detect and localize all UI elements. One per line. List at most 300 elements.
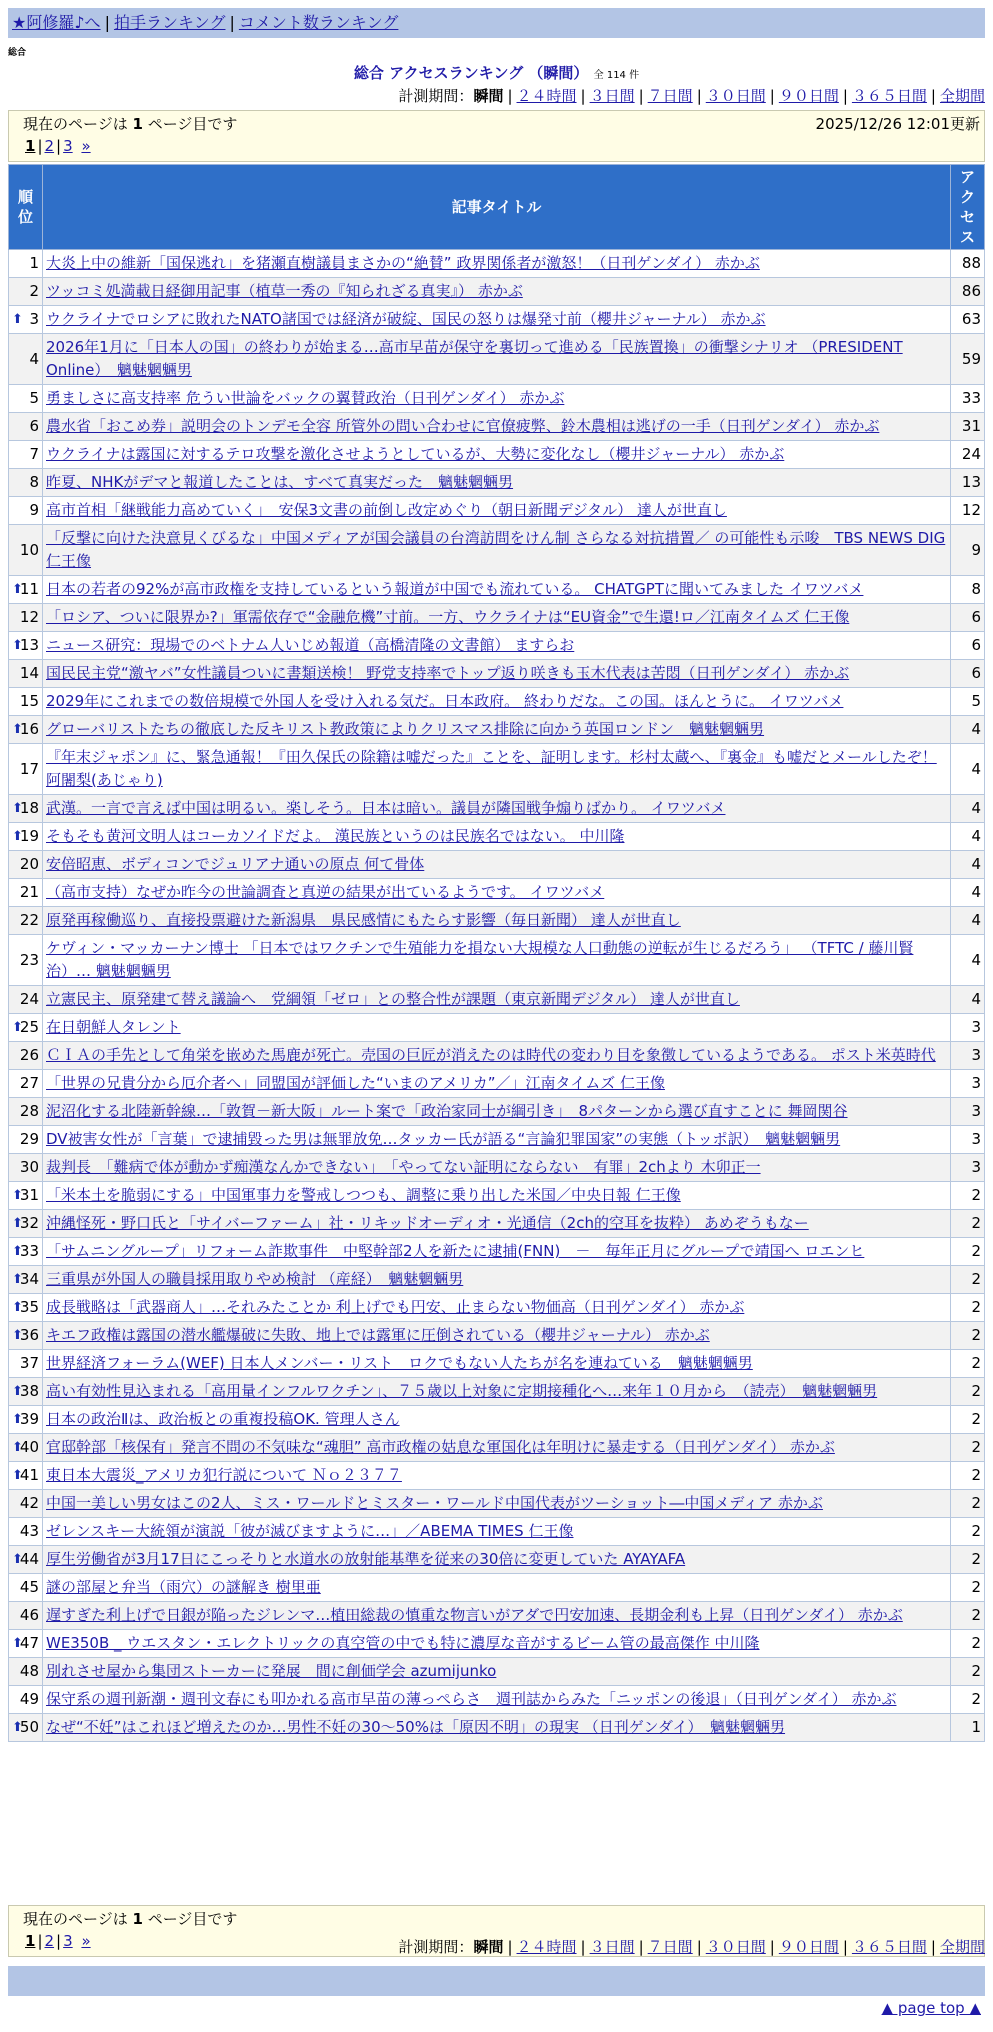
title-cell [43, 744, 951, 795]
article-title-link[interactable]: WE350B _ ウエスタン・エレクトリックの真空管の中でも特に濃厚な音がするビーム管の最高傑作 中川隆 [46, 1634, 760, 1652]
up-arrow-icon: ⬆ [12, 722, 23, 737]
table-row [9, 632, 985, 660]
rank-cell [9, 278, 43, 306]
rank-number: 4 [29, 349, 39, 368]
rank-cell [9, 306, 43, 334]
title-cell [43, 1518, 951, 1546]
up-arrow-icon: ⬆ [12, 1720, 23, 1735]
article-title-link[interactable]: ＣＩＡの手先として角栄を嵌めた馬鹿が死亡。売国の巨匠が消えたのは時代の変わり目を象徴しているようである。 ポスト米英時代 [46, 1046, 936, 1064]
rank-cell [9, 986, 43, 1014]
period-separator: | [696, 87, 702, 105]
updated-timestamp: 2025/12/26 12:01更新 [815, 115, 980, 133]
article-title-link[interactable]: 謎の部屋と弁当（雨穴）の謎解き 樹里亜 [46, 1578, 321, 1596]
title-cell [43, 306, 951, 334]
footer-bar [8, 1966, 985, 1996]
title-cell [43, 1042, 951, 1070]
pagination [23, 135, 970, 157]
up-arrow-icon: ⬆ [12, 1020, 23, 1035]
period-option-link[interactable]: ２４時間 [516, 87, 577, 105]
up-arrow-icon: ⬆ [12, 1244, 23, 1259]
period-separator: | [842, 87, 848, 105]
title-cell [43, 1406, 951, 1434]
rank-cell [9, 1350, 43, 1378]
period-option-link[interactable]: ３０日間 [705, 87, 766, 105]
nav-separator: | [104, 13, 110, 32]
article-title-link[interactable]: 泥沼化する北陸新幹線…「敦賀－新大阪」ルート案で「政治家同士が綱引き」 8パターンから選び直すことに 舞岡関谷 [46, 1102, 848, 1120]
rank-cell [9, 1042, 43, 1070]
access-count: 4 [951, 907, 985, 935]
table-row [9, 1546, 985, 1574]
table-row [9, 986, 985, 1014]
article-title-link[interactable]: 「反撃に向けた決意見くびるな」中国メディアが国会議員の台湾訪問をけん制 さらなる対抗措置／ の可能性も示唆 TBS NEWS DIG 仁王像 [46, 529, 946, 570]
article-title-link[interactable]: 日本の政治Ⅱは、政治板との重複投稿OK. 管理人さん [46, 1410, 400, 1428]
pager-next-link[interactable]: » [81, 1932, 91, 1950]
rank-number: 1 [29, 254, 39, 272]
rank-cell [9, 660, 43, 688]
rank-cell [9, 1266, 43, 1294]
article-title-link[interactable]: 別れさせ屋から集団ストーカーに発展 間に創価学会 azumijunko [46, 1662, 497, 1680]
period-separator: | [638, 87, 644, 105]
article-title-link[interactable]: 大炎上中の維新「国保逃れ」を猪瀬直樹議員まさかの“絶賛” 政界関係者が激怒！（日刊ゲンダイ） 赤かぶ [46, 254, 760, 272]
rank-number: 21 [19, 883, 39, 901]
rank-cell [9, 1182, 43, 1210]
rank-number: 47 [19, 1634, 39, 1652]
up-arrow-icon: ⬆ [12, 1412, 23, 1427]
access-count: 9 [951, 525, 985, 576]
table-row [9, 1602, 985, 1630]
article-title-link[interactable]: グローバリストたちの徹底した反キリスト教政策によりクリスマス排除に向かう英国ロンドン 魑魅魍魎男 [46, 720, 765, 738]
article-title-link[interactable]: 2029年にこれまでの数倍規模で外国人を受け入れる気だ。日本政府。 終わりだな。この国。ほんとうに。 イワツバメ [46, 692, 844, 710]
access-count: 59 [951, 334, 985, 385]
table-row [9, 1658, 985, 1686]
rank-cell [9, 907, 43, 935]
table-row [9, 1070, 985, 1098]
table-row [9, 1294, 985, 1322]
up-arrow-icon: ⬆ [12, 801, 23, 816]
title-cell [43, 660, 951, 688]
title-cell [43, 576, 951, 604]
comment-ranking-link[interactable]: コメント数ランキング [238, 13, 399, 32]
up-arrow-icon: ⬆ [12, 638, 23, 653]
table-row [9, 1322, 985, 1350]
rank-number: 41 [19, 1466, 39, 1484]
rank-number: 17 [19, 759, 39, 778]
access-count: 2 [951, 1322, 985, 1350]
article-title-link[interactable]: 原発再稼働巡り、直接投票避けた新潟県 県民感情にもたらす影響（毎日新聞） 達人が世直し [46, 911, 681, 929]
rank-number: 35 [19, 1298, 39, 1316]
up-arrow-icon: ⬆ [12, 582, 23, 597]
rank-number: 33 [19, 1242, 39, 1260]
article-title-link[interactable]: 「米本土を脆弱にする」中国軍事力を警戒しつつも、調整に乗り出した米国／中央日報 仁王像 [46, 1186, 681, 1204]
title-cell [43, 907, 951, 935]
nav-separator: | [229, 13, 235, 32]
access-count: 12 [951, 497, 985, 525]
table-row [9, 385, 985, 413]
home-link[interactable]: ★阿修羅♪へ [12, 13, 101, 32]
title-cell [43, 1350, 951, 1378]
access-count: 2 [951, 1378, 985, 1406]
article-title-link[interactable]: （高市支持）なぜか昨今の世論調査と真逆の結果が出ているようです。 イワツバメ [46, 883, 605, 901]
rank-number: 14 [19, 664, 39, 682]
period-label: 計測期間： [398, 1938, 474, 1956]
table-row [9, 907, 985, 935]
article-title-link[interactable]: 官邸幹部「核保有」発言不問の不気味な“魂胆” 高市政権の姑息な軍国化は年明けに暴走する（日刊ゲンダイ） 赤かぶ [46, 1438, 835, 1456]
rank-cell [9, 1322, 43, 1350]
pager-page-link[interactable]: 3 [63, 1932, 73, 1950]
article-title-link[interactable]: そもそも黄河文明人はコーカソイドだよ。 漢民族というのは民族名ではない。 中川隆 [46, 827, 625, 845]
rank-cell [9, 1238, 43, 1266]
period-option-link[interactable]: ３６５日間 [851, 87, 927, 105]
title-cell [43, 604, 951, 632]
title-cell [43, 1546, 951, 1574]
table-row [9, 1462, 985, 1490]
title-cell [43, 525, 951, 576]
rank-number: 45 [19, 1578, 39, 1596]
rank-cell [9, 576, 43, 604]
title-cell [43, 1434, 951, 1462]
access-count: 6 [951, 660, 985, 688]
access-count: 13 [951, 469, 985, 497]
page-prefix: 現在のページは [23, 1910, 128, 1928]
table-row [9, 306, 985, 334]
table-row [9, 851, 985, 879]
rank-number: 25 [19, 1018, 39, 1036]
rank-cell [9, 935, 43, 986]
article-title-link[interactable]: 中国一美しい男女はこの2人、ミス・ワールドとミスター・ワールド中国代表がツーショット―中国メディア 赤かぶ [46, 1494, 823, 1512]
period-selector-top [398, 85, 985, 106]
table-row [9, 1630, 985, 1658]
access-count: 4 [951, 823, 985, 851]
period-option-link[interactable]: ９０日間 [778, 87, 839, 105]
article-title-link[interactable]: ゼレンスキー大統領が演説「彼が滅びますように…」／ABEMA TIMES 仁王像 [46, 1522, 574, 1540]
article-title-link[interactable]: 立憲民主、原発建て替え議論へ 党綱領「ゼロ」との整合性が課題（東京新聞デジタル） 達人が世直し [46, 990, 740, 1008]
table-row [9, 660, 985, 688]
article-title-link[interactable]: 2026年1月に「日本人の国」の終わりが始まる…高市早苗が保守を裏切って進める「民族置換」の衝撃シナリオ （PRESIDENT Online） 魑魅魍魎男 [46, 338, 903, 379]
rank-cell [9, 441, 43, 469]
period-option-link[interactable]: ３日間 [589, 1938, 635, 1956]
up-arrow-icon: ⬆ [12, 1636, 23, 1651]
access-count: 6 [951, 604, 985, 632]
table-row [9, 1042, 985, 1070]
rank-number: 36 [19, 1326, 39, 1344]
article-title-link[interactable]: DV被害女性が「言葉」で逮捕毀った男は無罪放免…タッカー氏が語る“言論犯罪国家”の実態（トッポ訳） 魑魅魍魎男 [46, 1130, 841, 1148]
article-title-link[interactable]: 東日本大震災_アメリカ犯行説について Ｎｏ２３７７ [46, 1466, 402, 1484]
table-row [9, 441, 985, 469]
page-top-link[interactable]: ▲ page top ▲ [881, 1999, 981, 2017]
rank-number: 44 [19, 1550, 39, 1568]
title-cell [43, 716, 951, 744]
col-header-title: 記事タイトル [43, 165, 951, 250]
article-title-link[interactable]: 安倍昭恵、ボディコンでジュリアナ通いの原点 何て骨体 [46, 855, 425, 873]
title-cell [43, 795, 951, 823]
period-separator: | [507, 1938, 513, 1956]
rank-cell [9, 1630, 43, 1658]
title-cell [43, 497, 951, 525]
title-cell [43, 1126, 951, 1154]
period-option-link[interactable]: ２４時間 [516, 1938, 577, 1956]
access-count: 6 [951, 632, 985, 660]
rank-number: 27 [19, 1074, 39, 1092]
up-arrow-icon: ⬆ [12, 1384, 23, 1399]
period-separator: | [930, 87, 936, 105]
article-title-link[interactable]: キエフ政権は露国の潜水艦爆破に失敗、地上では露軍に圧倒されている（櫻井ジャーナル） 赤かぶ [46, 1326, 710, 1344]
pager-current-page: 1 [25, 137, 36, 155]
access-count: 5 [951, 688, 985, 716]
access-count: 2 [951, 1518, 985, 1546]
access-count: 2 [951, 1238, 985, 1266]
title-cell [43, 986, 951, 1014]
up-arrow-icon: ⬆ [12, 1440, 23, 1455]
up-arrow-icon: ⬆ [12, 1188, 23, 1203]
article-title-link[interactable]: 世界経済フォーラム(WEF) 日本人メンバー・リスト ロクでもない人たちが名を連ねている 魑魅魍魎男 [46, 1354, 753, 1372]
article-title-link[interactable]: 昨夏、NHKがデマと報道したことは、すべて真実だった 魑魅魍魎男 [46, 473, 514, 491]
access-count: 86 [951, 278, 985, 306]
rank-cell [9, 851, 43, 879]
article-title-link[interactable]: ケヴィン・マッカーナン博士 「日本ではワクチンで生殖能力を損ない大規模な人口動態の逆転が生じるだろう」 （TFTC / 藤川賢治）… 魑魅魍魎男 [46, 939, 914, 980]
article-title-link[interactable]: 日本の若者の92%が高市政権を支持しているという報道が中国でも流れている。 CHATGPTに聞いてみました イワツバメ [46, 580, 864, 598]
title-cell [43, 1686, 951, 1714]
rank-cell [9, 1714, 43, 1742]
table-row [9, 1182, 985, 1210]
access-count: 31 [951, 413, 985, 441]
period-separator: | [769, 87, 775, 105]
ranking-table [8, 164, 985, 1742]
article-title-link[interactable]: 遅すぎた利上げで日銀が陥ったジレンマ…植田総裁の慎重な物言いがアダで円安加速、長期金利も上昇（日刊ゲンダイ） 赤かぶ [46, 1606, 903, 1624]
access-count: 8 [951, 576, 985, 604]
up-arrow-icon: ⬆ [12, 1468, 23, 1483]
table-row [9, 744, 985, 795]
table-row [9, 497, 985, 525]
access-count: 2 [951, 1266, 985, 1294]
rank-cell [9, 716, 43, 744]
pager-next-link[interactable]: » [81, 137, 91, 155]
rank-cell [9, 879, 43, 907]
title-cell [43, 1490, 951, 1518]
period-option-link[interactable]: ３日間 [589, 87, 635, 105]
pager-page-link[interactable]: 2 [44, 137, 55, 155]
title-cell [43, 385, 951, 413]
access-count: 4 [951, 744, 985, 795]
ranking-title-text: 総合 アクセスランキング （瞬間） [353, 64, 589, 82]
access-count: 4 [951, 716, 985, 744]
title-cell [43, 250, 951, 278]
period-option-link[interactable]: ９０日間 [778, 1938, 839, 1956]
rank-cell [9, 1490, 43, 1518]
period-separator: | [769, 1938, 775, 1956]
rank-cell [9, 334, 43, 385]
period-separator: | [842, 1938, 848, 1956]
title-cell [43, 1602, 951, 1630]
article-title-link[interactable]: ウクライナは露国に対するテロ攻撃を激化させようとしているが、大勢に変化なし（櫻井ジャーナル） 赤かぶ [46, 445, 785, 463]
rank-cell [9, 1210, 43, 1238]
title-cell [43, 334, 951, 385]
article-title-link[interactable]: 高市首相「継戦能力高めていく」 安保3文書の前倒し改定めぐり（朝日新聞デジタル） 達人が世直し [46, 501, 727, 519]
article-title-link[interactable]: 国民民主党“激ヤバ”女性議員ついに書類送検！ 野党支持率でトップ返り咲きも玉木代表は苦悶（日刊ゲンダイ） 赤かぶ [46, 664, 850, 682]
rank-cell [9, 385, 43, 413]
rank-number: 7 [29, 445, 39, 463]
access-count: 2 [951, 1406, 985, 1434]
access-count: 4 [951, 795, 985, 823]
rank-number: 32 [19, 1214, 39, 1232]
article-title-link[interactable]: 「ロシア、ついに限界か?」軍需依存で“金融危機”寸前。一方、ウクライナは“EU資金”で生還!ロ／江南タイムズ 仁王像 [46, 608, 850, 626]
table-row [9, 576, 985, 604]
rank-number: 50 [19, 1718, 39, 1736]
article-title-link[interactable]: 厚生労働省が3月17日にこっそりと水道水の放射能基準を従来の30倍に変更していた AYAYAFA [46, 1550, 686, 1568]
title-cell [43, 1574, 951, 1602]
title-cell [43, 1098, 951, 1126]
period-current: 瞬間 [473, 1938, 504, 1956]
title-cell [43, 1462, 951, 1490]
rank-number: 20 [19, 855, 39, 873]
rank-cell [9, 1406, 43, 1434]
article-title-link[interactable]: ウクライナでロシアに敗れたNATO諸国では経済が破綻、国民の怒りは爆発寸前（櫻井ジャーナル） 赤かぶ [46, 310, 766, 328]
rank-number: 8 [29, 473, 39, 491]
table-row [9, 1406, 985, 1434]
title-cell [43, 1266, 951, 1294]
period-label: 計測期間： [398, 87, 474, 105]
period-separator: | [580, 87, 586, 105]
article-title-link[interactable]: 『年末ジャポン』に、緊急通報！『田久保氏の除籍は嘘だった』ことを、証明します。杉村太蔵へ、『裏金』も嘘だとメールしたぞ！ 阿闍梨(あじゃり) [46, 748, 937, 789]
section-label: 総合 [8, 48, 27, 58]
title-cell [43, 1070, 951, 1098]
period-separator: | [930, 1938, 936, 1956]
title-cell [43, 1014, 951, 1042]
table-row [9, 1210, 985, 1238]
period-option-link[interactable]: 全期間 [939, 1938, 985, 1956]
title-cell [43, 441, 951, 469]
article-title-link[interactable]: 勇ましさに高支持率 危うい世論をバックの翼賛政治（日刊ゲンダイ） 赤かぶ [46, 389, 565, 407]
access-count: 2 [951, 1182, 985, 1210]
rank-number: 28 [19, 1102, 39, 1120]
rank-cell [9, 632, 43, 660]
pager-separator: | [37, 137, 43, 155]
table-row [9, 604, 985, 632]
period-option-link[interactable]: ７日間 [647, 87, 693, 105]
title-cell [43, 1378, 951, 1406]
rank-number: 10 [19, 540, 39, 559]
table-row [9, 795, 985, 823]
page-number: 1 [132, 115, 143, 133]
period-option-link[interactable]: 全期間 [939, 87, 985, 105]
rank-number: 15 [19, 692, 39, 710]
rank-number: 31 [19, 1186, 39, 1204]
article-title-link[interactable]: 在日朝鮮人タレント [46, 1018, 181, 1036]
up-arrow-icon: ⬆ [12, 1328, 23, 1343]
page-suffix: ページ目です [147, 115, 238, 133]
period-option-link[interactable]: ３６５日間 [851, 1938, 927, 1956]
title-cell [43, 1182, 951, 1210]
rank-cell [9, 1658, 43, 1686]
page-prefix: 現在のページは [23, 115, 128, 133]
table-row [9, 1686, 985, 1714]
article-title-link[interactable]: 「サムニングループ」リフォーム詐欺事件 中堅幹部2人を新たに逮捕(FNN) － 毎年正月にグループで靖国へ ロエンヒ [46, 1242, 865, 1260]
rank-number: 38 [19, 1382, 39, 1400]
table-row [9, 1126, 985, 1154]
ranking-title [0, 62, 993, 83]
table-row [9, 525, 985, 576]
up-arrow-icon: ⬆ [12, 829, 23, 844]
table-row [9, 1154, 985, 1182]
title-cell [43, 469, 951, 497]
rank-number: 6 [29, 417, 39, 435]
rank-number: 5 [29, 389, 39, 407]
rank-cell [9, 497, 43, 525]
period-separator: | [507, 87, 513, 105]
rank-cell [9, 1378, 43, 1406]
rank-cell [9, 469, 43, 497]
pager-current-page: 1 [25, 1932, 36, 1950]
rank-number: 49 [19, 1690, 39, 1708]
article-title-link[interactable]: 沖縄怪死・野口氏と「サイバーファーム」社・リキッドオーディオ・光通信（2ch的空耳を抜粋） あめぞうもなー [46, 1214, 809, 1232]
article-title-link[interactable]: なぜ“不妊”はこれほど増えたのか…男性不妊の30～50%は「原因不明」の現実 （日刊ゲンダイ） 魑魅魍魎男 [46, 1718, 786, 1736]
access-count: 2 [951, 1546, 985, 1574]
access-count: 63 [951, 306, 985, 334]
total-count: 全 114 件 [593, 70, 640, 81]
title-cell [43, 935, 951, 986]
access-count: 33 [951, 385, 985, 413]
pager-separator: | [56, 137, 62, 155]
article-title-link[interactable]: ツッコミ処満載日経御用記事（植草一秀の『知られざる真実』） 赤かぶ [46, 282, 523, 300]
page-number: 1 [132, 1910, 143, 1928]
access-count: 4 [951, 986, 985, 1014]
title-cell [43, 1294, 951, 1322]
access-count: 2 [951, 1602, 985, 1630]
rank-number: 19 [19, 827, 39, 845]
rank-number: 22 [19, 911, 39, 929]
table-header-row [9, 165, 985, 250]
title-cell [43, 1658, 951, 1686]
access-count: 4 [951, 851, 985, 879]
article-title-link[interactable]: 武漢。一言で言えば中国は明るい。楽しそう。日本は暗い。議員が隣国戦争煽りばかり。 イワツバメ [46, 799, 726, 817]
article-title-link[interactable]: 農水省「おこめ券」説明会のトンデモ全容 所管外の問い合わせに官僚疲弊、鈴木農相は逃げの一手（日刊ゲンダイ） 赤かぶ [46, 417, 880, 435]
rank-cell [9, 250, 43, 278]
access-count: 2 [951, 1294, 985, 1322]
article-title-link[interactable]: 成長戦略は「武器商人」…それみたことか 利上げでも円安、止まらない物価高（日刊ゲンダイ） 赤かぶ [46, 1298, 745, 1316]
access-count: 2 [951, 1462, 985, 1490]
period-option-link[interactable]: ７日間 [647, 1938, 693, 1956]
period-option-link[interactable]: ３０日間 [705, 1938, 766, 1956]
article-title-link[interactable]: 「世界の兄貴分から厄介者へ」同盟国が評価した“いまのアメリカ”／」江南タイムズ 仁王像 [46, 1074, 665, 1092]
pager-page-link[interactable]: 2 [44, 1932, 55, 1950]
table-row [9, 1518, 985, 1546]
period-selector-bottom [398, 1936, 985, 1957]
rank-cell [9, 1154, 43, 1182]
table-row [9, 716, 985, 744]
article-title-link[interactable]: 保守系の週刊新潮・週刊文春にも叩かれる高市早苗の薄っぺらさ 週刊誌からみた「ニッポンの後退」（日刊ゲンダイ） 赤かぶ [46, 1690, 897, 1708]
rank-number: 3 [29, 310, 39, 328]
period-separator: | [580, 1938, 586, 1956]
article-title-link[interactable]: 三重県が外国人の職員採用取りやめ検討 （産経） 魑魅魍魎男 [46, 1270, 464, 1288]
col-header-access: アクセス [951, 165, 985, 250]
rank-cell [9, 1546, 43, 1574]
period-separator: | [696, 1938, 702, 1956]
applause-ranking-link[interactable]: 拍手ランキング [113, 13, 226, 32]
article-title-link[interactable]: 裁判長 「難病で体が動かず痴漢なんかできない」 「やってない証明にならない 有罪」2chより 木卯正一 [46, 1158, 761, 1176]
table-row [9, 278, 985, 306]
table-row [9, 1266, 985, 1294]
rank-number: 42 [19, 1494, 39, 1512]
access-count: 4 [951, 879, 985, 907]
table-row [9, 334, 985, 385]
access-count: 2 [951, 1630, 985, 1658]
table-row [9, 823, 985, 851]
title-cell [43, 413, 951, 441]
access-count: 2 [951, 1574, 985, 1602]
article-title-link[interactable]: 高い有効性見込まれる「高用量インフルワクチン」、７５歳以上対象に定期接種化へ…来年１０月から （読売） 魑魅魍魎男 [46, 1382, 878, 1400]
pager-page-link[interactable]: 3 [63, 137, 73, 155]
article-title-link[interactable]: ニュース研究：現場でのベトナム人いじめ報道（高橋清隆の文書館） ますらお [46, 636, 575, 654]
page-info-top [8, 110, 985, 162]
